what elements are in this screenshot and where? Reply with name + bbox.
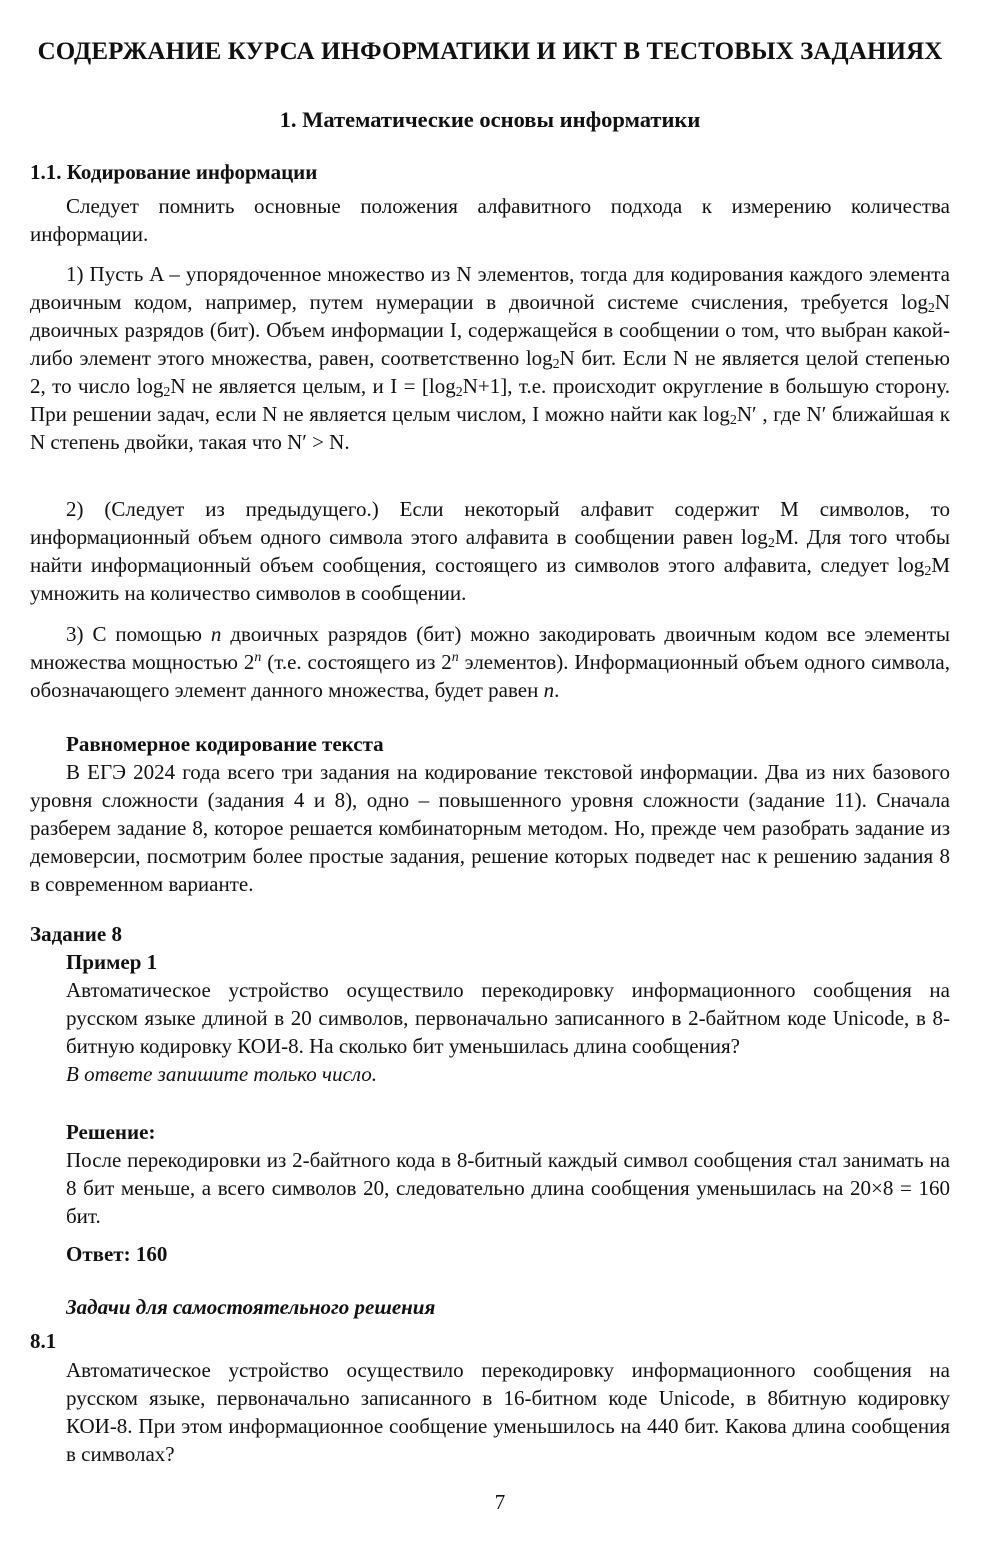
p3-text-b: двоичных разрядов (бит) можно закодировать двоичным кодом все элементы множества мощностью 2: [30, 622, 950, 674]
p1-sub: 2: [729, 413, 737, 428]
problem-text: Автоматическое устройство осуществило перекодировку информационного сообщения на русском языке, первоначально записанного в 16-битном коде Unicode, в 8битную кодировку КОИ-8. При этом информационное сообщение уменьшилось на 440 бит. Какова длина сообщения в символах?: [66, 1358, 950, 1466]
p3-var-n: n: [210, 622, 222, 646]
p2-text-a: 2) (Следует из предыдущего.) Если некоторый алфавит содержит M символов, то информационный объем одного символа этого алфавита в сообщении равен log: [30, 497, 950, 549]
p1-sub: 2: [927, 301, 935, 316]
p1-text-c: N бит. Если N не является целой степенью 2, то число log: [30, 346, 950, 398]
p2-sub: 2: [924, 564, 932, 579]
example-heading: Пример 1: [66, 950, 158, 974]
answer: Ответ: 160: [66, 1242, 168, 1266]
page-number: 7: [494, 1490, 506, 1514]
task-heading: Задание 8: [30, 922, 122, 946]
chapter-title: 1. Математические основы информатики: [279, 107, 701, 132]
p1-text-b: N двоичных разрядов (бит). Объем информации I, содержащейся в сообщении о том, что выбран какой-либо элемент этого множества, равен, соответственно log: [30, 290, 950, 370]
paragraph-3: [30, 620, 950, 704]
p3-text-d: элементов). Информационный объем одного символа, обозначающего элемент данного множества, будет равен: [30, 650, 951, 702]
p1-sub: 2: [163, 385, 171, 400]
problem-number: 8.1: [30, 1329, 57, 1353]
paragraph-2: [30, 495, 950, 607]
p1-text-d: N не является целым, и I = [log: [170, 374, 456, 398]
p3-text-e: .: [554, 678, 560, 702]
p3-sup: n: [254, 650, 262, 665]
p1-sub: 2: [552, 357, 560, 372]
subheading-uniform: Равномерное кодирование текста: [66, 732, 384, 756]
p1-text-e: N+1], т.е. происходит округление в большую сторону. При решении задач, если N не является целым числом, I можно найти как log: [30, 374, 950, 426]
example-text: Автоматическое устройство осуществило перекодировку информационного сообщения на русском языке длиной в 20 символов, первоначально записанного в 2-байтном коде Unicode, в 8-битную кодировку КОИ-8. На сколько бит уменьшилась длина сообщения?: [66, 978, 950, 1058]
p3-var-n: n: [543, 678, 555, 702]
p2-text-c: M умножить на количество символов в сообщении.: [30, 553, 950, 605]
solution-text: После перекодировки из 2-байтного кода в 8-битный каждый символ сообщения стал занимать на 8 бит меньше, а всего символов 20, следовательно длина сообщения уменьшилась на 20×8 = 160 бит.: [66, 1148, 950, 1228]
page-title: СОДЕРЖАНИЕ КУРСА ИНФОРМАТИКИ И ИКТ В ТЕСТОВЫХ ЗАДАНИЯХ: [37, 38, 943, 65]
p1-sub: 2: [455, 385, 463, 400]
solution-heading: Решение:: [66, 1120, 156, 1144]
p1-text-a: 1) Пусть A – упорядоченное множество из N элементов, тогда для кодирования каждого элемента двоичным кодом, например, путем нумерации в двоичной системе счисления, требуется log: [30, 262, 950, 314]
p2-sub: 2: [767, 536, 775, 551]
p3-sup: n: [451, 650, 459, 665]
p3-text-a: 3) С помощью: [66, 622, 211, 646]
p1-text-f: N′ , где N′ ближайшая к N степень двойки, такая что N′ > N.: [30, 402, 950, 454]
example-note: В ответе запишите только число.: [66, 1062, 378, 1086]
p3-text-c: (т.е. состоящего из 2: [261, 650, 452, 674]
intro-paragraph: Следует помнить основные положения алфавитного подхода к измерению количества информации.: [30, 194, 950, 246]
self-study-heading: Задачи для самостоятельного решения: [66, 1295, 436, 1319]
paragraph-1: [30, 260, 950, 456]
uniform-paragraph: В ЕГЭ 2024 года всего три задания на кодирование текстовой информации. Два из них базового уровня сложности (задания 4 и 8), одно – повышенного уровня сложности (задание 11). Сначала разберем задание 8, которое решается комбинаторным методом. Но, прежде чем разобрать задание из демоверсии, посмотрим более простые задания, решение которых подведет нас к решению задания 8 в современном варианте.: [30, 760, 950, 896]
section-heading: 1.1. Кодирование информации: [30, 160, 318, 184]
p2-text-b: M. Для того чтобы найти информационный объем сообщения, состоящего из символов этого алфавита, следует log: [30, 525, 950, 577]
